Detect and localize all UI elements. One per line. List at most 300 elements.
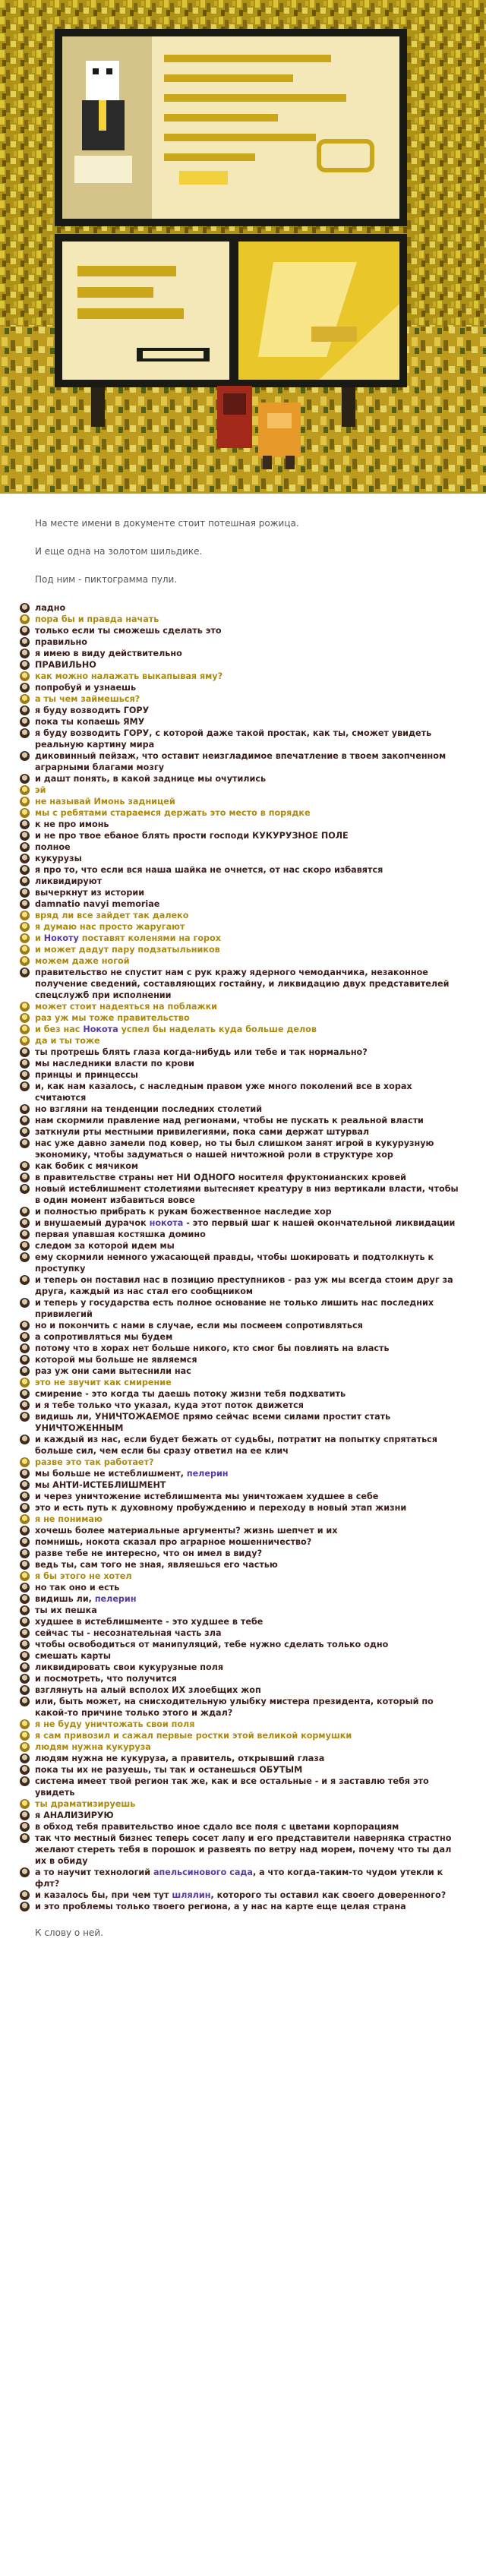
text-segment: , которого ты оставил как своего доверенного? — [210, 1890, 447, 1900]
text-segment: и, как нам казалось, с наследным правом уже много поколений все в хорах считаются — [35, 1081, 412, 1103]
speaker-avatar-icon — [20, 728, 30, 738]
speaker-avatar-icon — [20, 637, 30, 647]
dialogue-text — [35, 1320, 460, 1331]
speaker-avatar-icon — [20, 1833, 30, 1843]
text-segment: хочешь более материальные аргументы? жизнь шепчет и их — [35, 1526, 338, 1536]
character-name: шлялин — [172, 1890, 211, 1900]
dialogue-text — [35, 659, 460, 671]
dialogue-line — [35, 1206, 460, 1217]
dialogue-text — [35, 1388, 460, 1400]
speaker-avatar-icon — [20, 899, 30, 909]
speaker-avatar-icon — [20, 1810, 30, 1820]
dialogue-text — [35, 876, 460, 887]
dialogue-text — [35, 1252, 460, 1274]
dialogue-text — [35, 1639, 460, 1650]
speaker-avatar-icon — [20, 1628, 30, 1638]
speaker-avatar-icon — [20, 854, 30, 863]
dialogue-line — [35, 1365, 460, 1377]
dialogue-line — [35, 1434, 460, 1457]
text-segment: заткнули рты местными привилегиями, пока сами держат штурвал — [35, 1127, 370, 1137]
text-segment: но и покончить с нами в случае, если мы посмеем сопротивляться — [35, 1321, 363, 1331]
text-segment: ликвидировать свои кукурузные поля — [35, 1662, 224, 1672]
dialogue-line — [35, 1217, 460, 1229]
speaker-avatar-icon — [20, 774, 30, 784]
story-text — [0, 494, 486, 2576]
dialogue-line — [35, 1741, 460, 1753]
dialogue-line — [35, 1001, 460, 1012]
text-segment: принцы и принцессы — [35, 1070, 138, 1080]
speaker-avatar-icon — [20, 1366, 30, 1376]
speaker-avatar-icon — [20, 683, 30, 693]
text-segment: вряд ли все зайдет так далеко — [35, 911, 189, 920]
game-scene — [0, 0, 486, 494]
text-segment: это и есть путь к духовному пробуждению и переходу в новый этап жизни — [35, 1503, 407, 1513]
text-segment: ведь ты, сам того не зная, являешься его частью — [35, 1560, 278, 1570]
dialogue-text — [35, 614, 460, 625]
dialogue-text — [35, 910, 460, 921]
text-segment: ладно — [35, 603, 66, 613]
dialogue-text — [35, 1810, 460, 1821]
dialogue-text — [35, 1525, 460, 1536]
text-segment: может стоит надеяться на поблажки — [35, 1002, 218, 1012]
dialogue-line — [35, 1411, 460, 1434]
character-name: пелерин — [94, 1594, 137, 1604]
dialogue-line — [35, 602, 460, 614]
speaker-avatar-icon — [20, 1047, 30, 1057]
dialogue-line — [35, 841, 460, 853]
dialogue-text — [35, 1867, 460, 1889]
dialogue-line — [35, 1252, 460, 1274]
speaker-avatar-icon — [20, 1583, 30, 1593]
text-segment: да и ты тоже — [35, 1036, 100, 1046]
text-segment: и внушаемый дурачок — [35, 1218, 150, 1228]
dialogue-line — [35, 1867, 460, 1889]
text-segment: я буду возводить ГОРУ, с которой даже такой простак, как ты, сможет увидеть реальную картину мира — [35, 728, 432, 750]
speaker-avatar-icon — [20, 1378, 30, 1387]
dialogue-line — [35, 1115, 460, 1126]
dialogue-line — [35, 1457, 460, 1468]
text-segment: и через уничтожение истеблишмента мы уничтожаем худшее в себе — [35, 1492, 379, 1501]
dialogue-line — [35, 1160, 460, 1172]
speaker-avatar-icon — [20, 1754, 30, 1763]
dialogue-line — [35, 784, 460, 796]
dialogue-text — [35, 1673, 460, 1684]
dialogue-text — [35, 1058, 460, 1069]
cornfield-billboard-illustration — [0, 0, 486, 494]
dialogue-line — [35, 1833, 460, 1867]
speaker-avatar-icon — [20, 1867, 30, 1877]
text-segment: мы АНТИ-ИСТЕБЛИШМЕНТ — [35, 1480, 166, 1490]
speaker-avatar-icon — [20, 706, 30, 715]
dialogue-text — [35, 1217, 460, 1229]
dialogue-text — [35, 1901, 460, 1912]
dialogue-text — [35, 921, 460, 933]
speaker-avatar-icon — [20, 842, 30, 852]
dialogue-line — [35, 1821, 460, 1833]
dialogue-line — [35, 910, 460, 921]
dialogue-line — [35, 1662, 460, 1673]
dialogue-text — [35, 1024, 460, 1035]
dialogue-line — [35, 1138, 460, 1160]
text-segment: кукурузы — [35, 854, 82, 863]
dialogue-text — [35, 1411, 460, 1434]
speaker-avatar-icon — [20, 1594, 30, 1604]
dialogue-line — [35, 898, 460, 910]
speaker-avatar-icon — [20, 1332, 30, 1342]
dialogue-line — [35, 1776, 460, 1798]
dialogue-line — [35, 1229, 460, 1240]
dialogue-line — [35, 1331, 460, 1343]
narration-line: На месте имени в документе стоит потешная рожица. — [35, 518, 299, 529]
speaker-avatar-icon — [20, 694, 30, 704]
dialogue-text — [35, 1069, 460, 1081]
text-segment: нам скормили правление над регионами, чтобы не пускать к реальной власти — [35, 1116, 424, 1125]
dialogue-text — [35, 1377, 460, 1388]
speaker-avatar-icon — [20, 1104, 30, 1114]
speaker-avatar-icon — [20, 1298, 30, 1308]
speaker-avatar-icon — [20, 797, 30, 807]
text-segment: и без нас — [35, 1024, 84, 1034]
text-segment: ты драматизируешь — [35, 1799, 136, 1809]
speaker-avatar-icon — [20, 1241, 30, 1251]
dialogue-line — [35, 1012, 460, 1024]
text-segment: и полностью прибрать к рукам божественное наследие хор — [35, 1207, 332, 1217]
dialogue-line — [35, 1559, 460, 1571]
dialogue-line — [35, 1753, 460, 1764]
dialogue-line — [35, 807, 460, 819]
dialogue-line — [35, 1889, 460, 1901]
dialogue-text — [35, 1776, 460, 1798]
speaker-avatar-icon — [20, 1742, 30, 1752]
dialogue-line — [35, 728, 460, 750]
dialogue-line — [35, 1593, 460, 1605]
dialogue-line — [35, 1673, 460, 1684]
dialogue-line — [35, 864, 460, 876]
text-segment: полное — [35, 842, 71, 852]
text-segment: damnatio navyi memoriae — [35, 899, 160, 909]
dialogue-text — [35, 1764, 460, 1776]
text-segment: чтобы освободиться от манипуляций, тебе нужно сделать только одно — [35, 1640, 389, 1649]
dialogue-text — [35, 1434, 460, 1457]
speaker-avatar-icon — [20, 785, 30, 795]
speaker-avatar-icon — [20, 1902, 30, 1911]
text-segment: и посмотреть, что получится — [35, 1674, 177, 1684]
speaker-avatar-icon — [20, 603, 30, 613]
dialogue-line — [35, 636, 460, 648]
text-segment: и это проблемы только твоего региона, а у нас на карте еще целая страна — [35, 1902, 406, 1911]
dialogue-line — [35, 1548, 460, 1559]
speaker-avatar-icon — [20, 945, 30, 955]
dialogue-text — [35, 1514, 460, 1525]
billboard-panels — [55, 29, 407, 387]
dialogue-line — [35, 1571, 460, 1582]
text-segment: в обход тебя правительство иное сдало все поля с цветами корпорациям — [35, 1822, 399, 1832]
text-segment: но так оно и есть — [35, 1583, 120, 1593]
text-segment: разве это так работает? — [35, 1457, 154, 1467]
speaker-avatar-icon — [20, 1138, 30, 1148]
dialogue-line — [35, 1616, 460, 1627]
text-segment: , а что когда-таким-то чудом утекли к флт? — [35, 1867, 443, 1889]
speaker-avatar-icon — [20, 1617, 30, 1627]
text-segment: смирение - это когда ты даешь потоку жизни тебя подхватить — [35, 1389, 346, 1399]
speaker-avatar-icon — [20, 1024, 30, 1034]
text-segment: это не звучит как смирение — [35, 1378, 172, 1387]
dialogue-text — [35, 1343, 460, 1354]
speaker-avatar-icon — [20, 1799, 30, 1809]
text-segment: раз уж мы тоже правительство — [35, 1013, 190, 1023]
dialogue-text — [35, 796, 460, 807]
dialogue-line — [35, 1297, 460, 1320]
text-segment: помнишь, нокота сказал про аграрное мошенничество? — [35, 1537, 312, 1547]
dialogue-text — [35, 807, 460, 819]
dialogue-text — [35, 728, 460, 750]
text-segment: следом за которой идем мы — [35, 1241, 175, 1251]
speaker-avatar-icon — [20, 1070, 30, 1080]
speaker-avatar-icon — [20, 1503, 30, 1513]
speaker-avatar-icon — [20, 956, 30, 966]
dialogue-line — [35, 853, 460, 864]
speaker-avatar-icon — [20, 1127, 30, 1137]
text-segment: только если ты сможешь сделать это — [35, 626, 222, 636]
dialogue-line — [35, 819, 460, 830]
dialogue-line — [35, 659, 460, 671]
closing-line: К слову о ней. — [35, 1927, 103, 1938]
dialogue-line — [35, 625, 460, 636]
speaker-avatar-icon — [20, 1526, 30, 1536]
text-segment: правильно — [35, 637, 87, 647]
dialogue-line — [35, 1901, 460, 1912]
speaker-avatar-icon — [20, 819, 30, 829]
dialogue-line — [35, 682, 460, 693]
dialogue-line — [35, 1525, 460, 1536]
dialogue-text — [35, 819, 460, 830]
text-segment: так что местный бизнес теперь сосет лапу и его представители наверняка страстно желают стереть тебя в порошок и развеять по ветру над морем, почему что ты дал их в обиду — [35, 1833, 452, 1866]
dialogue-text — [35, 887, 460, 898]
text-segment: к не про имонь — [35, 819, 109, 829]
speaker-avatar-icon — [20, 1321, 30, 1331]
speaker-avatar-icon — [20, 660, 30, 670]
speaker-avatar-icon — [20, 717, 30, 727]
dialogue-text — [35, 1502, 460, 1514]
speaker-avatar-icon — [20, 1389, 30, 1399]
text-segment: диковинный пейзаж, что оставит неизгладимое впечатление в твоем закопченном аграрными благами мозгу — [35, 751, 447, 772]
text-segment: пора бы и правда начать — [35, 614, 159, 624]
narration-line: И еще одна на золотом шильдике. — [35, 546, 203, 557]
speaker-avatar-icon — [20, 1469, 30, 1479]
text-segment: правительство не спустит нам с рук кражу ядерного чемоданчика, незаконное получение сведений, составляющих гостайну, и ликвидацию двух представителей спецслужб при исполнении — [35, 968, 450, 1000]
dialogue-text — [35, 1798, 460, 1810]
text-segment: потому что в хорах нет больше никого, кто смог бы повлиять на власть — [35, 1343, 390, 1353]
dialogue-text — [35, 1696, 460, 1719]
text-segment: первая упавшая костяшка домино — [35, 1230, 206, 1239]
dialogue-text — [35, 1741, 460, 1753]
speaker-avatar-icon — [20, 1571, 30, 1581]
dialogue-line — [35, 955, 460, 967]
dialogue-text — [35, 1012, 460, 1024]
text-segment: как бобик с мячиком — [35, 1161, 139, 1171]
text-segment: сейчас ты - несознательная часть зла — [35, 1628, 222, 1638]
text-segment: раз уж они сами вытеснили нас — [35, 1366, 191, 1376]
text-segment: я про то, что если вся наша шайка не очнется, от нас скоро избавятся — [35, 865, 383, 875]
speaker-avatar-icon — [20, 1765, 30, 1775]
dialogue-line — [35, 1502, 460, 1514]
speaker-avatar-icon — [20, 1480, 30, 1490]
dialogue-text — [35, 1229, 460, 1240]
dialogue-line — [35, 1343, 460, 1354]
text-segment: смешать карты — [35, 1651, 111, 1661]
speaker-avatar-icon — [20, 1537, 30, 1547]
dialogue-line — [35, 1320, 460, 1331]
text-segment: как можно налажать выкапывая яму? — [35, 671, 223, 681]
dialogue-text — [35, 693, 460, 705]
dialogue-line — [35, 1172, 460, 1183]
narration-line: Под ним - пиктограмма пули. — [35, 574, 178, 585]
text-segment: и может дадут пару подзатыльников — [35, 945, 220, 955]
dialogue-text — [35, 1172, 460, 1183]
dialogue-line — [35, 1810, 460, 1821]
text-segment: и я тебе только что указал, куда этот поток движется — [35, 1400, 304, 1410]
dialogue-line — [35, 1024, 460, 1035]
text-segment: и дашт понять, в какой заднице мы очутились — [35, 774, 267, 784]
text-segment: людям нужна кукуруза — [35, 1742, 151, 1752]
text-segment: худшее в истеблишменте - это худшее в тебе — [35, 1617, 264, 1627]
dialogue-text — [35, 1103, 460, 1115]
dialogue-line — [35, 693, 460, 705]
speaker-avatar-icon — [20, 626, 30, 636]
dialogue-text — [35, 955, 460, 967]
dialogue-line — [35, 1046, 460, 1058]
dialogue-line — [35, 705, 460, 716]
text-segment: мы с ребятами стараемся держать это место в порядке — [35, 808, 311, 818]
text-segment: или, быть может, на снисходительную улыбку мистера президента, который по какой-то причине только этого и ждал? — [35, 1697, 434, 1718]
text-segment: и каждый из нас, если будет бежать от судьбы, потратит на попытку спрятаться больше сил, чем если бы сразу ответил на ее клич — [35, 1435, 437, 1456]
speaker-avatar-icon — [20, 876, 30, 886]
speaker-avatar-icon — [20, 1412, 30, 1422]
dialogue-line — [35, 1479, 460, 1491]
text-segment: система имеет твой регион так же, как и все остальные - и я заставлю тебя это увидеть — [35, 1776, 429, 1798]
text-segment: и — [35, 933, 44, 943]
speaker-avatar-icon — [20, 1059, 30, 1069]
dialogue-text — [35, 1616, 460, 1627]
dialogue-line — [35, 1719, 460, 1730]
dialogue-line — [35, 1126, 460, 1138]
dialogue-text — [35, 864, 460, 876]
dialogue-text — [35, 1650, 460, 1662]
dialogue-line — [35, 1639, 460, 1650]
dialogue-text — [35, 1365, 460, 1377]
dialogue-text — [35, 1400, 460, 1411]
speaker-avatar-icon — [20, 1207, 30, 1217]
dialogue-text — [35, 1479, 460, 1491]
dialogue-line — [35, 1730, 460, 1741]
speaker-avatar-icon — [20, 888, 30, 898]
dialogue-line — [35, 1514, 460, 1525]
speaker-avatar-icon — [20, 1492, 30, 1501]
dialogue-text — [35, 1684, 460, 1696]
text-segment: я не понимаю — [35, 1514, 103, 1524]
dialogue-text — [35, 671, 460, 682]
dialogue-line — [35, 1388, 460, 1400]
speaker-avatar-icon — [20, 1116, 30, 1125]
dialogue-line — [35, 1764, 460, 1776]
text-segment: видишь ли, УНИЧТОЖАЕМОЕ прямо сейчас всеми силами простит стать УНИЧТОЖЕННЫМ — [35, 1412, 391, 1433]
dialogue-line — [35, 773, 460, 784]
speaker-avatar-icon — [20, 1252, 30, 1262]
speaker-avatar-icon — [20, 1036, 30, 1046]
dialogue-text — [35, 625, 460, 636]
dialogue-text — [35, 1183, 460, 1206]
speaker-avatar-icon — [20, 671, 30, 681]
text-segment: я бы этого не хотел — [35, 1571, 132, 1581]
speaker-avatar-icon — [20, 1435, 30, 1444]
dialogue-line — [35, 1650, 460, 1662]
dialogue-text — [35, 773, 460, 784]
dialogue-line — [35, 750, 460, 773]
character-name: Нокота — [83, 1024, 118, 1034]
dialogue-text — [35, 1536, 460, 1548]
text-segment: ликвидируют — [35, 876, 103, 886]
dialogue-text — [35, 705, 460, 716]
text-segment: мы больше не истеблишмент, — [35, 1469, 187, 1479]
dialogue-line — [35, 876, 460, 887]
dialogue-text — [35, 1160, 460, 1172]
dialogue-text — [35, 1035, 460, 1046]
dialogue-line — [35, 1536, 460, 1548]
speaker-avatar-icon — [20, 1002, 30, 1012]
dialogue-text — [35, 967, 460, 1001]
dialogue-text — [35, 1559, 460, 1571]
text-segment: я буду возводить ГОРУ — [35, 706, 150, 715]
dialogue-text — [35, 1582, 460, 1593]
speaker-avatar-icon — [20, 1173, 30, 1182]
dialogue-text — [35, 841, 460, 853]
dialogue-text — [35, 830, 460, 841]
text-segment: я АНАЛИЗИРУЮ — [35, 1810, 114, 1820]
speaker-avatar-icon — [20, 1731, 30, 1741]
speaker-avatar-icon — [20, 751, 30, 761]
text-segment: я сам привозил и сажал первые ростки этой великой кормушки — [35, 1731, 352, 1741]
speaker-avatar-icon — [20, 1514, 30, 1524]
text-segment: которой мы больше не являемся — [35, 1355, 197, 1365]
dialogue-text — [35, 602, 460, 614]
dialogue-text — [35, 1138, 460, 1160]
text-segment: и казалось бы, при чем тут — [35, 1890, 172, 1900]
dialogue-text — [35, 1468, 460, 1479]
text-segment: - это первый шаг к нашей окончательной ликвидации — [183, 1218, 456, 1228]
dialogue-line — [35, 1103, 460, 1115]
dialogue-line — [35, 1274, 460, 1297]
text-segment: новый истеблишмент столетиями вытесняет креатуру в низ вертикали власти, чтобы в один момент избавиться вовсе — [35, 1184, 459, 1205]
text-segment: людям нужна не кукуруза, а правитель, открывший глаза — [35, 1754, 325, 1763]
speaker-avatar-icon — [20, 1457, 30, 1467]
dialogue-text — [35, 1833, 460, 1867]
speaker-avatar-icon — [20, 1674, 30, 1684]
dialogue-line — [35, 933, 460, 944]
text-segment: я имею в виду действительно — [35, 649, 182, 658]
dialogue-line — [35, 1240, 460, 1252]
dialogue-line — [35, 671, 460, 682]
speaker-avatar-icon — [20, 808, 30, 818]
speaker-avatar-icon — [20, 1548, 30, 1558]
dialogue-text — [35, 1491, 460, 1502]
text-segment: а то научит технологий — [35, 1867, 153, 1877]
text-segment: пока ты их не разуешь, ты так и останешься ОБУТЫМ — [35, 1765, 303, 1775]
dialogue-text — [35, 648, 460, 659]
speaker-avatar-icon — [20, 865, 30, 875]
dialogue-line — [35, 1058, 460, 1069]
dialogue-line — [35, 1400, 460, 1411]
dialogue-line — [35, 648, 460, 659]
